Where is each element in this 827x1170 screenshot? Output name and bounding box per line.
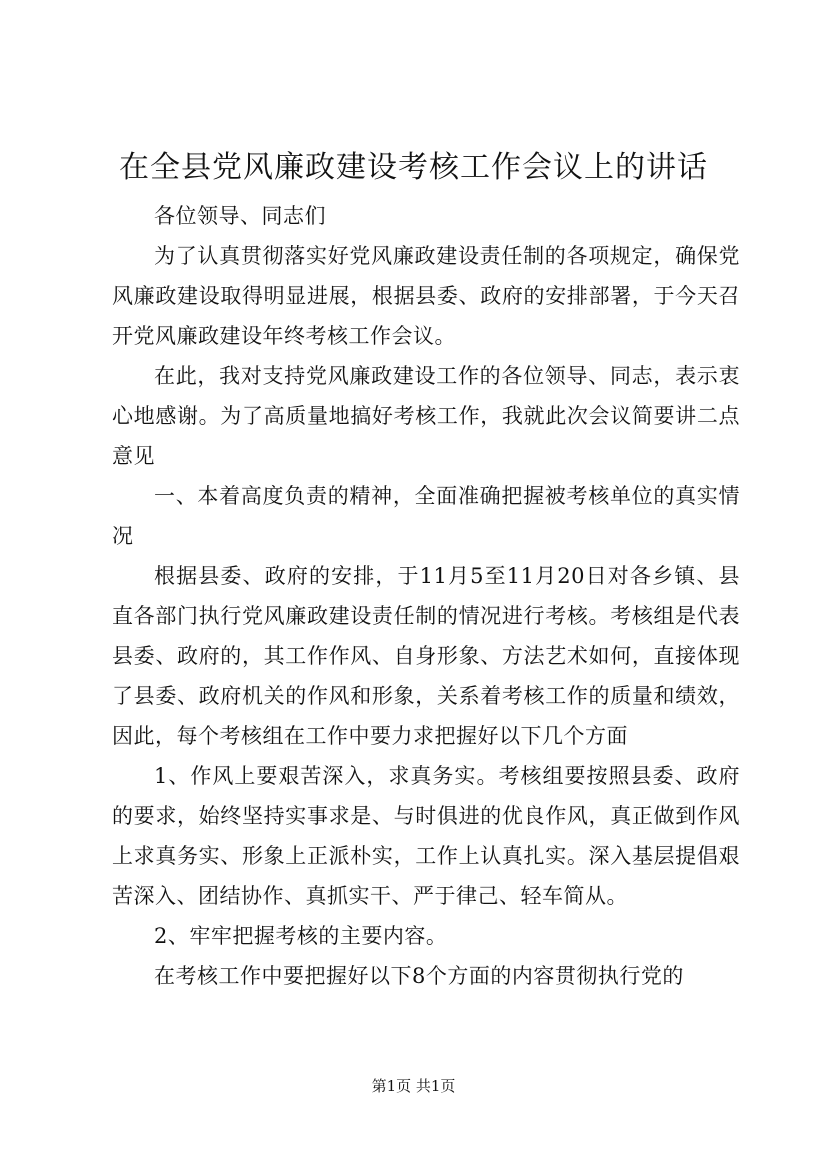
paragraph: 在考核工作中要把握好以下8个方面的内容贯彻执行党的 [154, 964, 684, 988]
paragraph: 根据县委、政府的安排，于11月5至11月20日对各乡镇、县直各部门执行党风廉政建设责任制的情况进行考核。考核组是代表县委、政府的，其工作作风、自身形象、方法艺术如何，直接体现了县委、政府机关的作风和形象，关系着考核工作的质量和绩效，因此，每个考核组在工作中要力求把握好以下几个方面 [112, 564, 740, 748]
document-body [112, 196, 740, 996]
paragraph: 在此，我对支持党风廉政建设工作的各位领导、同志，表示衷心地感谢。为了高质量地搞好考核工作，我就此次会议简要讲二点意见 [112, 364, 740, 468]
paragraph: 1、作风上要艰苦深入，求真务实。考核组要按照县委、政府的要求，始终坚持实事求是、与时俱进的优良作风，真正做到作风上求真务实、形象上正派朴实，工作上认真扎实。深入基层提倡艰苦深入、团结协作、真抓实干、严于律己、轻车简从。 [112, 764, 740, 908]
paragraph: 2、牢牢把握考核的主要内容。 [154, 924, 448, 948]
paragraph: 为了认真贯彻落实好党风廉政建设责任制的各项规定，确保党风廉政建设取得明显进展，根据县委、政府的安排部署，于今天召开党风廉政建设年终考核工作会议。 [112, 244, 740, 348]
page-number: 第1页 共1页 [371, 1077, 456, 1095]
document-title: 在全县党风廉政建设考核工作会议上的讲话 [119, 150, 708, 185]
section-heading: 一、本着高度负责的精神，全面准确把握被考核单位的真实情况 [112, 484, 740, 548]
paragraph-salutation: 各位领导、同志们 [154, 204, 326, 228]
